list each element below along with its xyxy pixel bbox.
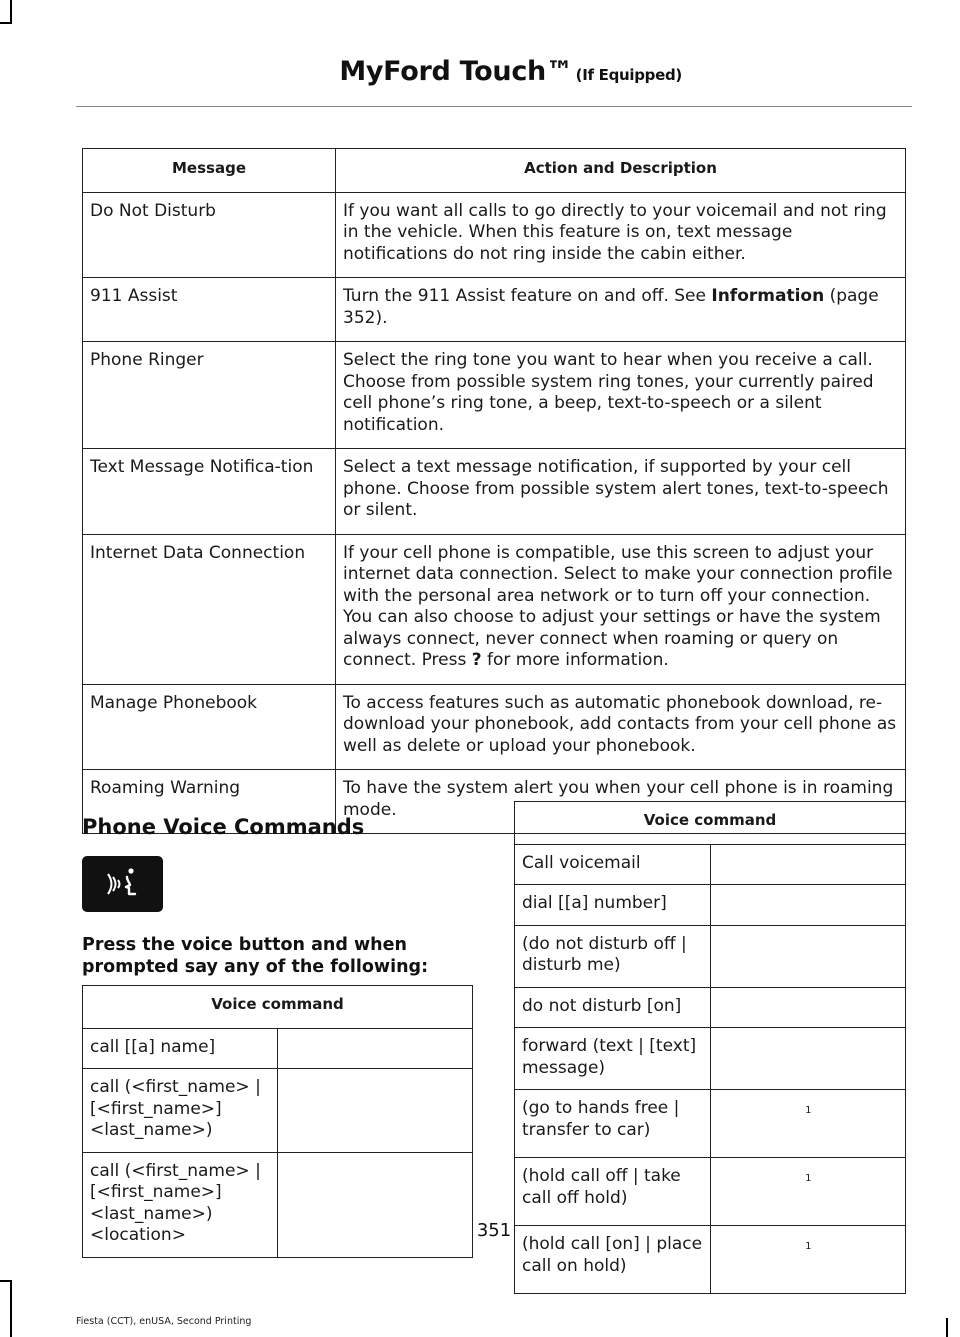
footer-edition: Fiesta (CCT), enUSA, Second Printing: [76, 1316, 252, 1327]
page-number: 351: [476, 1220, 512, 1241]
table-header-row: [83, 149, 906, 193]
table-row: [83, 534, 906, 684]
action-text: If your cell phone is compatible, use this screen to adjust your internet data connection. Select to make your connection profile with the personal area network or to turn off your connection. You can also choose to adjust your settings or have the system always connect, never connect when roaming or query on connect. Press: [343, 542, 893, 670]
crop-mark: [0, 1280, 12, 1282]
footnote-cell: 1: [710, 1090, 906, 1158]
table-row: [83, 278, 906, 342]
action-cell: Select a text message notification, if supported by your cell phone. Choose from possible system alert tones, text-to-speech or silent.: [336, 449, 906, 535]
voice-command-cell: (go to hands free | transfer to car): [515, 1090, 711, 1158]
table-row: [515, 844, 906, 885]
footnote-cell: [710, 844, 906, 885]
table-row: [515, 885, 906, 926]
section-title: Phone Voice Commands: [82, 815, 365, 839]
voice-command-cell: do not disturb [on]: [515, 987, 711, 1028]
voice-command-cell: dial [[a] number]: [515, 885, 711, 926]
crop-mark: [10, 0, 12, 22]
action-cell: To have the system alert you when your cell phone is in roaming mode.: [336, 770, 906, 834]
voice-command-cell: call [[a] name]: [83, 1028, 278, 1069]
crop-mark: [10, 1280, 12, 1337]
voice-command-cell: (do not disturb off | disturb me): [515, 925, 711, 987]
voice-button-icon: [82, 856, 163, 912]
action-cell: Select the ring tone you want to hear when you receive a call. Choose from possible system ring tones, your currently paired cell phone’s ring tone, a beep, text-to-speech or a silent notification.: [336, 342, 906, 449]
action-cell: [336, 278, 906, 342]
page-header-title: [339, 56, 682, 87]
table-header-row: [515, 802, 906, 845]
action-cell: To access features such as automatic phonebook download, re-download your phonebook, add contacts from your cell phone as well as delete or upload your phonebook.: [336, 684, 906, 770]
table-row: [83, 342, 906, 449]
footnote-cell: [278, 1028, 473, 1069]
footnote-cell: [278, 1069, 473, 1153]
table-row: [515, 1028, 906, 1090]
action-text: Turn the 911 Assist feature on and off. See: [343, 286, 712, 306]
help-symbol: ?: [471, 650, 482, 670]
voice-command-cell: (hold call off | take call off hold): [515, 1158, 711, 1226]
footnote-cell: [278, 1152, 473, 1257]
footnote-cell: [710, 885, 906, 926]
voice-command-table-left: [82, 985, 473, 1258]
action-cell: [336, 534, 906, 684]
table-row: [83, 1152, 473, 1257]
table-header-row: [83, 986, 473, 1029]
voice-command-cell: forward (text | [text] message): [515, 1028, 711, 1090]
table-row: [515, 1158, 906, 1226]
message-table: [82, 148, 906, 834]
table-row: [515, 1090, 906, 1158]
table-row: [83, 1069, 473, 1153]
header-divider: [76, 106, 912, 107]
voice-command-cell: Call voicemail: [515, 844, 711, 885]
voice-command-cell: (hold call [on] | place call on hold): [515, 1226, 711, 1294]
table-row: [515, 925, 906, 987]
action-text: (page 352).: [343, 286, 879, 328]
footnote-cell: [710, 987, 906, 1028]
message-cell: Internet Data Connection: [83, 534, 336, 684]
table-row: [515, 987, 906, 1028]
table-row: [83, 1028, 473, 1069]
crop-mark: [946, 1318, 948, 1337]
column-header-message: Message: [83, 149, 336, 193]
message-cell: Phone Ringer: [83, 342, 336, 449]
table-row: [83, 449, 906, 535]
column-header-voice-command: Voice command: [83, 986, 473, 1029]
table-row: [83, 192, 906, 278]
voice-command-cell: call (<first_name> | [<first_name>] <last_name>): [83, 1069, 278, 1153]
cross-reference-link[interactable]: Information: [711, 286, 825, 306]
message-cell: Text Message Notifica-tion: [83, 449, 336, 535]
message-cell: Roaming Warning: [83, 770, 336, 834]
footnote-cell: 1: [710, 1158, 906, 1226]
message-cell: Do Not Disturb: [83, 192, 336, 278]
footnote-cell: 1: [710, 1226, 906, 1294]
action-text: for more information.: [481, 650, 669, 670]
crop-mark: [0, 22, 12, 24]
footnote-cell: [710, 1028, 906, 1090]
column-header-voice-command: Voice command: [515, 802, 906, 845]
header-subtitle: (If Equipped): [575, 66, 682, 84]
table-row: [83, 684, 906, 770]
column-header-action: Action and Description: [336, 149, 906, 193]
message-cell: 911 Assist: [83, 278, 336, 342]
header-title-text: MyFord Touch™: [339, 56, 573, 87]
message-cell: Manage Phonebook: [83, 684, 336, 770]
voice-command-cell: call (<first_name> | [<first_name>] <last_name>) <location>: [83, 1152, 278, 1257]
action-cell: If you want all calls to go directly to your voicemail and not ring in the vehicle. When this feature is on, text message notifications do not ring inside the cabin either.: [336, 192, 906, 278]
intro-instruction: Press the voice button and when prompted say any of the following:: [82, 935, 429, 977]
footnote-cell: [710, 925, 906, 987]
